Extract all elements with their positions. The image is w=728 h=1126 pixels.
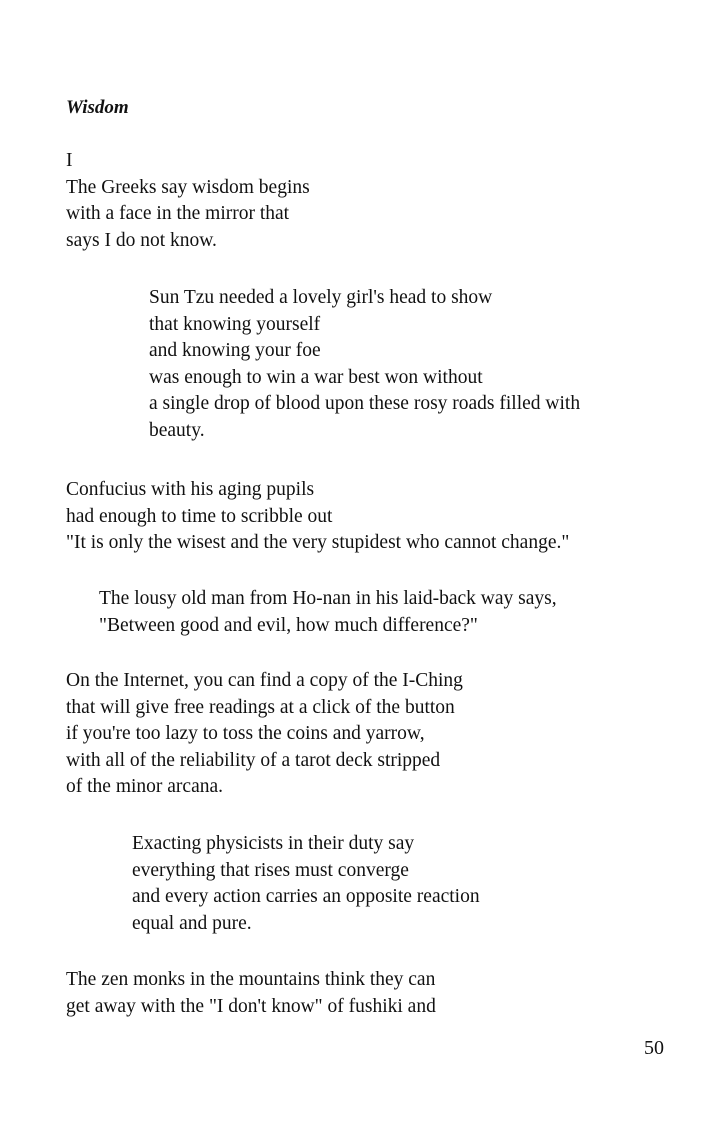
poem-line: Exacting physicists in their duty say (132, 833, 415, 854)
poem-line: The Greeks say wisdom begins (66, 176, 310, 198)
stanza-2 (149, 285, 580, 444)
poem-line: of the minor arcana. (66, 776, 224, 797)
poem-line: with all of the reliability of a tarot deck stripped (66, 749, 441, 771)
poem-line: On the Internet, you can find a copy of the I-Ching (66, 670, 463, 691)
poem-line: with a face in the mirror that (66, 203, 290, 224)
poem-line: everything that rises must converge (132, 859, 409, 881)
poem-line: The zen monks in the mountains think they can (66, 969, 436, 990)
stanza-3 (66, 477, 569, 557)
poem-line: equal and pure. (132, 912, 252, 934)
poem-line: a single drop of blood upon these rosy roads filled with (149, 393, 581, 414)
poem-line: beauty. (149, 419, 205, 441)
poem-line: that will give free readings at a click of the button (66, 696, 455, 718)
stanza-5 (66, 668, 463, 801)
poem-line: I (66, 150, 73, 171)
stanza-4 (99, 586, 557, 639)
poem-line: The lousy old man from Ho-nan in his laid-back way says, (99, 588, 557, 609)
poem-line: and every action carries an opposite reaction (132, 886, 480, 907)
poem-line: had enough to time to scribble out (66, 505, 333, 527)
poem-line: get away with the "I don't know" of fushiki and (66, 995, 436, 1017)
poem-line: "It is only the wisest and the very stupidest who cannot change." (66, 532, 570, 553)
stanza-7 (66, 967, 436, 1020)
poem-line: was enough to win a war best won without (149, 366, 483, 388)
poem-line: says I do not know. (66, 229, 217, 251)
stanza-6 (132, 831, 480, 937)
poem-line: and knowing your foe (149, 340, 321, 361)
poem-line: "Between good and evil, how much difference?" (99, 614, 478, 636)
poem-line: Confucius with his aging pupils (66, 479, 315, 500)
poem-title: Wisdom (66, 97, 129, 118)
stanza-1 (66, 148, 310, 254)
poem-line: Sun Tzu needed a lovely girl's head to show (149, 287, 493, 308)
poem-line: if you're too lazy to toss the coins and yarrow, (66, 723, 425, 744)
page-number: 50 (644, 1037, 664, 1059)
poem-line: that knowing yourself (149, 313, 321, 335)
